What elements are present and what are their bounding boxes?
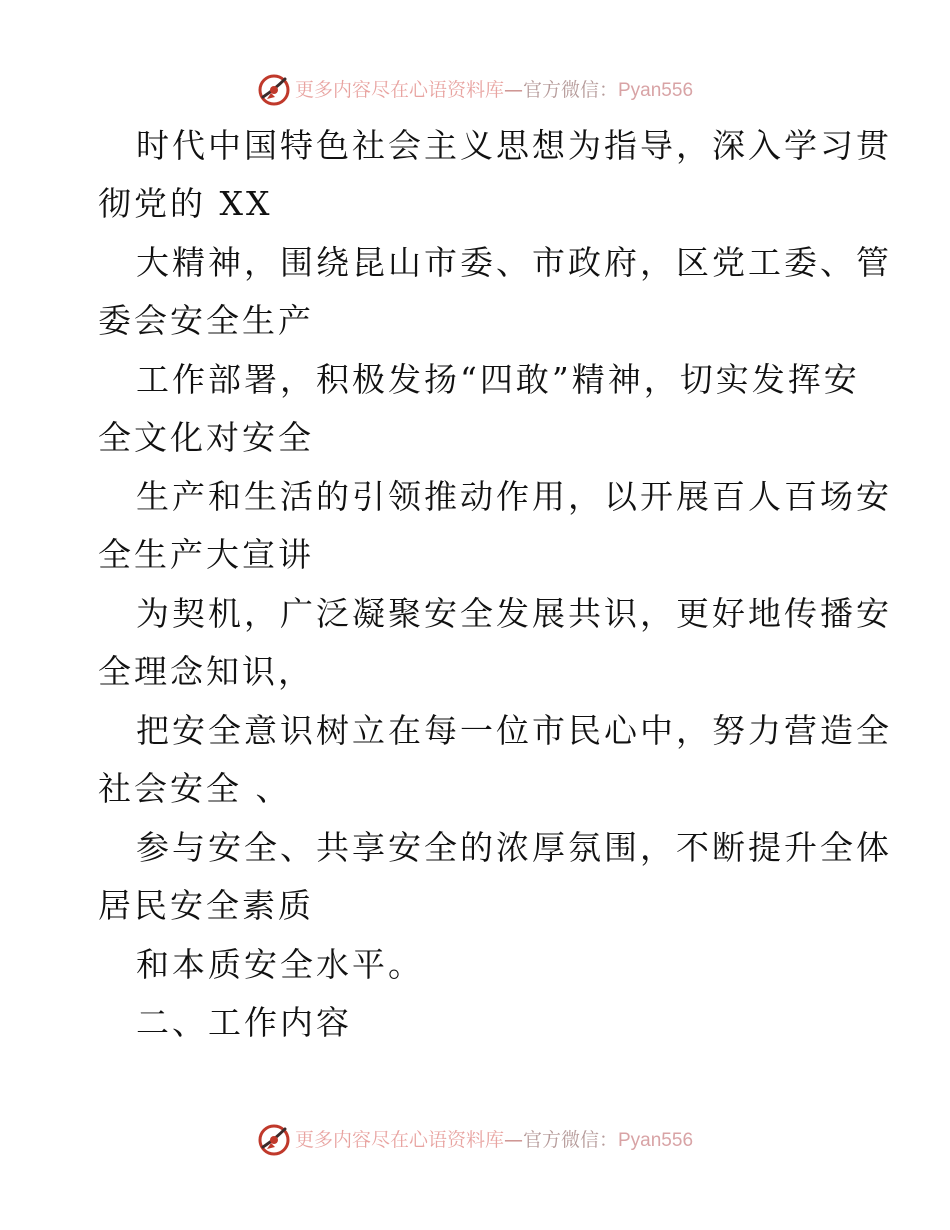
header-watermark bbox=[0, 70, 950, 110]
text-line-9: 为契机，广泛凝聚安全发展共识，更好地传播安 bbox=[136, 594, 892, 633]
text-line-3: 大精神，围绕昆山市委、市政府，区党工委、管 bbox=[136, 243, 892, 282]
section-heading: 二、工作内容 bbox=[136, 1003, 352, 1042]
footer-watermark bbox=[0, 1120, 950, 1160]
text-line-4: 委会安全生产 bbox=[98, 301, 314, 340]
watermark-text bbox=[295, 1120, 693, 1161]
watermark-dash: — bbox=[503, 1128, 523, 1151]
pen-circle-logo-icon bbox=[257, 73, 291, 107]
watermark-wechat-label: 官方微信： bbox=[522, 78, 618, 101]
watermark-site: 更多内容尽在心语资料库 bbox=[294, 1128, 504, 1151]
watermark-site: 更多内容尽在心语资料库 bbox=[294, 78, 504, 101]
text-line-2: 彻党的 XX bbox=[98, 184, 273, 223]
text-line-6: 全文化对安全 bbox=[98, 418, 314, 457]
text-line-14: 居民安全素质 bbox=[98, 886, 314, 925]
text-line-15: 和本质安全水平。 bbox=[136, 945, 424, 984]
watermark-wechat-label: 官方微信： bbox=[522, 1128, 618, 1151]
watermark-dash: — bbox=[503, 78, 523, 101]
watermark-text bbox=[295, 70, 693, 111]
watermark-wechat-id: Pyan556 bbox=[618, 1129, 694, 1151]
text-line-11: 把安全意识树立在每一位市民心中，努力营造全 bbox=[136, 711, 892, 750]
text-line-1: 时代中国特色社会主义思想为指导，深入学习贯 bbox=[136, 126, 892, 165]
text-line-7: 生产和生活的引领推动作用，以开展百人百场安 bbox=[136, 477, 892, 516]
text-line-10: 全理念知识， bbox=[98, 652, 314, 691]
pen-circle-logo-icon bbox=[257, 1123, 291, 1157]
text-line-8: 全生产大宣讲 bbox=[98, 535, 314, 574]
text-line-5: 工作部署，积极发扬“四敢”精神，切实发挥安 bbox=[136, 360, 860, 399]
watermark-wechat-id: Pyan556 bbox=[618, 79, 694, 101]
text-line-13: 参与安全、共享安全的浓厚氛围，不断提升全体 bbox=[136, 828, 892, 867]
text-line-12: 社会安全 、 bbox=[98, 769, 292, 808]
